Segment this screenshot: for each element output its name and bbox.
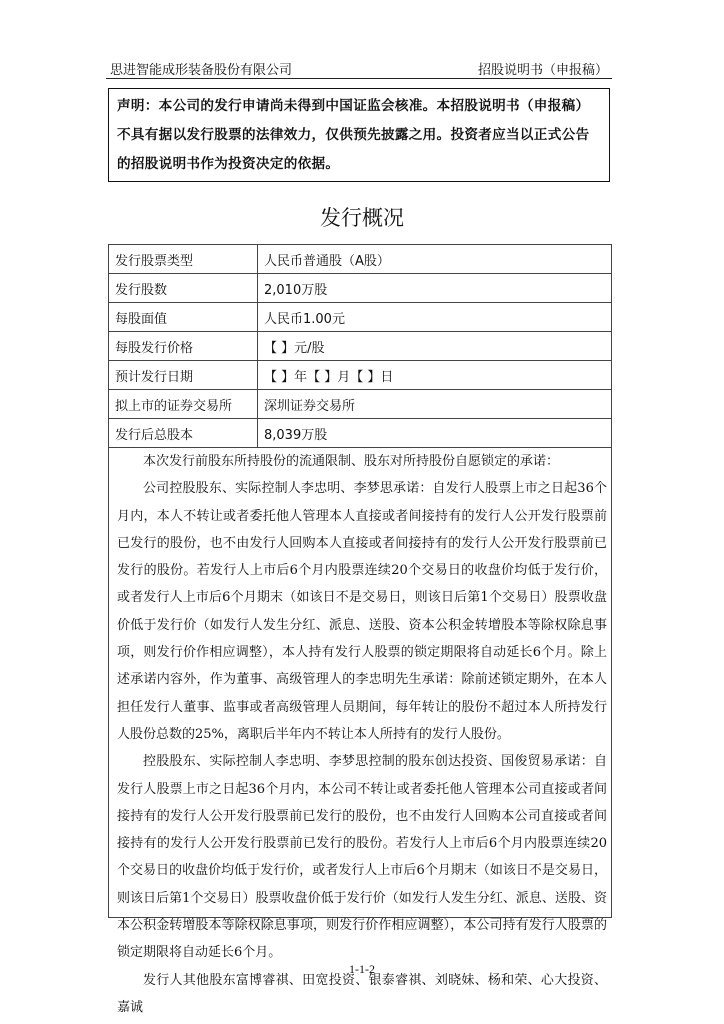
table-value: 人民币普通股（A股） (258, 245, 612, 274)
page-title: 发行概况 (320, 206, 404, 230)
table-row (109, 245, 612, 274)
table-row (109, 390, 612, 419)
table-value: 【 】元/股 (258, 332, 612, 361)
table-row (109, 303, 612, 332)
header-company: 思进智能成形装备股份有限公司 (110, 63, 293, 78)
table-value: 人民币1.00元 (258, 303, 612, 332)
table-value: 【 】年【 】月【 】日 (258, 361, 612, 390)
table-row (109, 274, 612, 303)
table-key: 发行股票类型 (109, 245, 258, 274)
offering-table (108, 244, 612, 448)
table-key: 发行股数 (109, 274, 258, 303)
table-value: 8,039万股 (258, 419, 612, 448)
table-key: 每股面值 (109, 303, 258, 332)
paragraph: 控股股东、实际控制人李忠明、李梦思控制的股东创达投资、国俊贸易承诺：自发行人股票上市之日起36个月内，本公司不转让或者委托他人管理本公司直接或者间接持有的发行人公开发行股票前已发行的股份，也不由发行人回购本公司直接或者间接持有的发行人公开发行股票前已发行的股份。若发行人上市后6个月内股票连续20个交易日的收盘价均低于发行价，或者发行人上市后6个月期末（如该日不是交易日，则该日后第1个交易日）股票收盘价低于发行价（如发行人发生分红、派息、送股、资本公积金转增股本等除权除息事项，则发行价作相应调整），本公司持有发行人股票的锁定期限将自动延长6个月。 (117, 754, 607, 961)
table-value: 2,010万股 (258, 274, 612, 303)
table-key: 预计发行日期 (109, 361, 258, 390)
paragraph: 公司控股股东、实际控制人李忠明、李梦思承诺：自发行人股票上市之日起36个月内，本人不转让或者委托他人管理本人直接或者间接持有的发行人公开发行股票前已发行的股份，也不由发行人回购本人直接或者间接持有的发行人公开发行股票前已发行的股份。若发行人上市后6个月内股票连续20个交易日的收盘价均低于发行价，或者发行人上市后6个月期末（如该日不是交易日，则该日后第1个交易日）股票收盘价低于发行价（如发行人发生分红、派息、送股、资本公积金转增股本等除权除息事项，则发行价作相应调整），本人持有发行人股票的锁定期限将自动延长6个月。除上述承诺内容外，作为董事、高级管理人的李忠明先生承诺：除前述锁定期外，在本人担任发行人董事、监事或者高级管理人员期间，每年转让的股份不超过本人所持发行人股份总数的25%，离职后半年内不转让本人所持有的发行人股份。 (117, 481, 607, 742)
table-row (109, 361, 612, 390)
table-row (109, 419, 612, 448)
paragraph: 发行人其他股东富博睿祺、田宽投资、银泰睿祺、刘晓妹、杨和荣、心大投资、嘉诚 (117, 972, 607, 1015)
paragraph: 本次发行前股东所持股份的流通限制、股东对所持股份自愿锁定的承诺： (143, 454, 560, 469)
table-row (109, 332, 612, 361)
table-key: 每股发行价格 (109, 332, 258, 361)
table-key: 发行后总股本 (109, 419, 258, 448)
disclaimer-notice: 声明：本公司的发行申请尚未得到中国证监会核准。本招股说明书（申报稿）不具有据以发行股票的法律效力，仅供预先披露之用。投资者应当以正式公告的招股说明书作为投资决定的依据。 (108, 88, 610, 182)
table-value: 深圳证券交易所 (258, 390, 612, 419)
table-key: 拟上市的证券交易所 (109, 390, 258, 419)
page-header (106, 56, 612, 79)
page-number: 1-1-2 (349, 962, 375, 976)
header-doc-type: 招股说明书（申报稿） (477, 63, 608, 78)
